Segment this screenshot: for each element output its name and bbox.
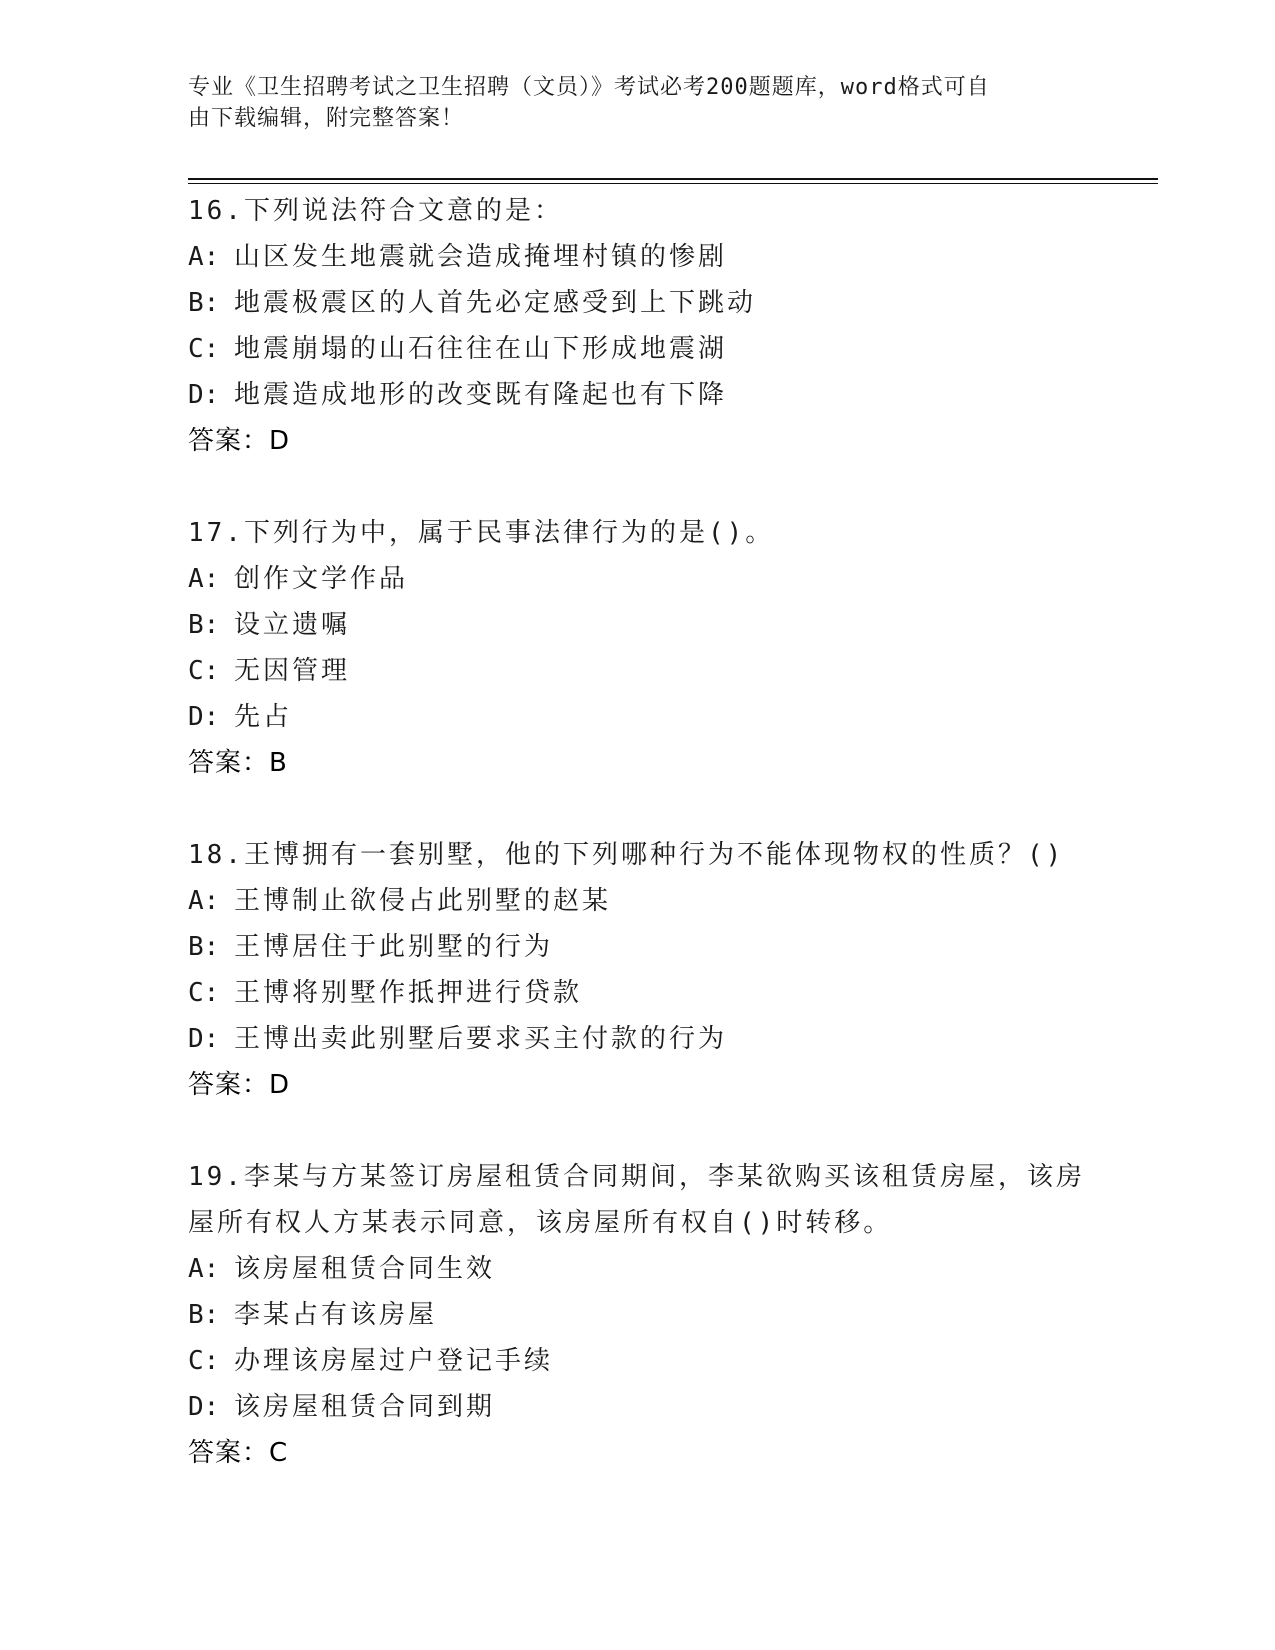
option-text: 王博将别墅作抵押进行贷款 (234, 978, 583, 1008)
option-letter: A: (188, 242, 220, 272)
option-c (188, 970, 1108, 1016)
option-letter: D: (188, 380, 220, 410)
option-text: 办理该房屋过户登记手续 (234, 1346, 554, 1376)
option-letter: C: (188, 334, 220, 364)
option-letter: C: (188, 978, 220, 1008)
option-text: 山区发生地震就会造成掩埋村镇的惨剧 (234, 242, 728, 272)
option-c (188, 648, 1108, 694)
option-d (188, 1384, 1108, 1430)
option-letter: A: (188, 1254, 220, 1284)
option-letter: C: (188, 1346, 220, 1376)
option-text: 该房屋租赁合同生效 (234, 1254, 496, 1284)
question-19 (188, 1154, 1108, 1476)
option-text: 王博居住于此别墅的行为 (234, 932, 554, 962)
option-text: 王博制止欲侵占此别墅的赵某 (234, 886, 612, 916)
answer-line: 答案：C (188, 1438, 289, 1468)
option-text: 地震造成地形的改变既有隆起也有下降 (234, 380, 728, 410)
option-text: 地震崩塌的山石往往在山下形成地震湖 (234, 334, 728, 364)
answer-line: 答案：D (188, 426, 291, 456)
option-d (188, 1016, 1108, 1062)
option-text: 李某占有该房屋 (234, 1300, 438, 1330)
header-divider-thick (188, 178, 1158, 180)
option-b (188, 602, 1108, 648)
header-line-1: 专业《卫生招聘考试之卫生招聘（文员）》考试必考200题题库，word格式可自 (188, 75, 990, 100)
option-text: 无因管理 (234, 656, 351, 686)
option-letter: D: (188, 1024, 220, 1054)
document-header (188, 72, 1068, 134)
option-text: 创作文学作品 (234, 564, 409, 594)
option-letter: D: (188, 702, 220, 732)
option-letter: D: (188, 1392, 220, 1422)
option-text: 地震极震区的人首先必定感受到上下跳动 (234, 288, 757, 318)
option-text: 先占 (234, 702, 293, 732)
option-letter: B: (188, 932, 220, 962)
question-16 (188, 188, 1108, 464)
option-b (188, 1292, 1108, 1338)
question-stem: 18.王博拥有一套别墅，他的下列哪种行为不能体现物权的性质？() (188, 840, 1065, 870)
option-a (188, 878, 1108, 924)
question-stem: 16.下列说法符合文意的是： (188, 196, 563, 226)
option-b (188, 924, 1108, 970)
option-letter: B: (188, 288, 220, 318)
option-letter: A: (188, 564, 220, 594)
question-stem: 17.下列行为中，属于民事法律行为的是()。 (188, 518, 775, 548)
option-text: 设立遗嘱 (234, 610, 351, 640)
question-stem-line-2: 屋所有权人方某表示同意，该房屋所有权自()时转移。 (188, 1208, 893, 1238)
option-d (188, 372, 1108, 418)
answer-line: 答案：B (188, 748, 288, 778)
question-17 (188, 510, 1108, 786)
option-b (188, 280, 1108, 326)
option-letter: B: (188, 610, 220, 640)
question-list (188, 188, 1108, 1522)
option-letter: B: (188, 1300, 220, 1330)
option-a (188, 234, 1108, 280)
option-text: 王博出卖此别墅后要求买主付款的行为 (234, 1024, 728, 1054)
answer-line: 答案：D (188, 1070, 291, 1100)
header-line-2: 由下载编辑，附完整答案！ (188, 106, 465, 131)
option-a (188, 1246, 1108, 1292)
option-letter: A: (188, 886, 220, 916)
option-text: 该房屋租赁合同到期 (234, 1392, 496, 1422)
header-divider-thin (188, 183, 1158, 184)
option-c (188, 1338, 1108, 1384)
option-a (188, 556, 1108, 602)
option-c (188, 326, 1108, 372)
question-stem-line-1: 19.李某与方某签订房屋租赁合同期间，李某欲购买该租赁房屋，该房 (188, 1162, 1085, 1192)
option-d (188, 694, 1108, 740)
question-18 (188, 832, 1108, 1108)
option-letter: C: (188, 656, 220, 686)
